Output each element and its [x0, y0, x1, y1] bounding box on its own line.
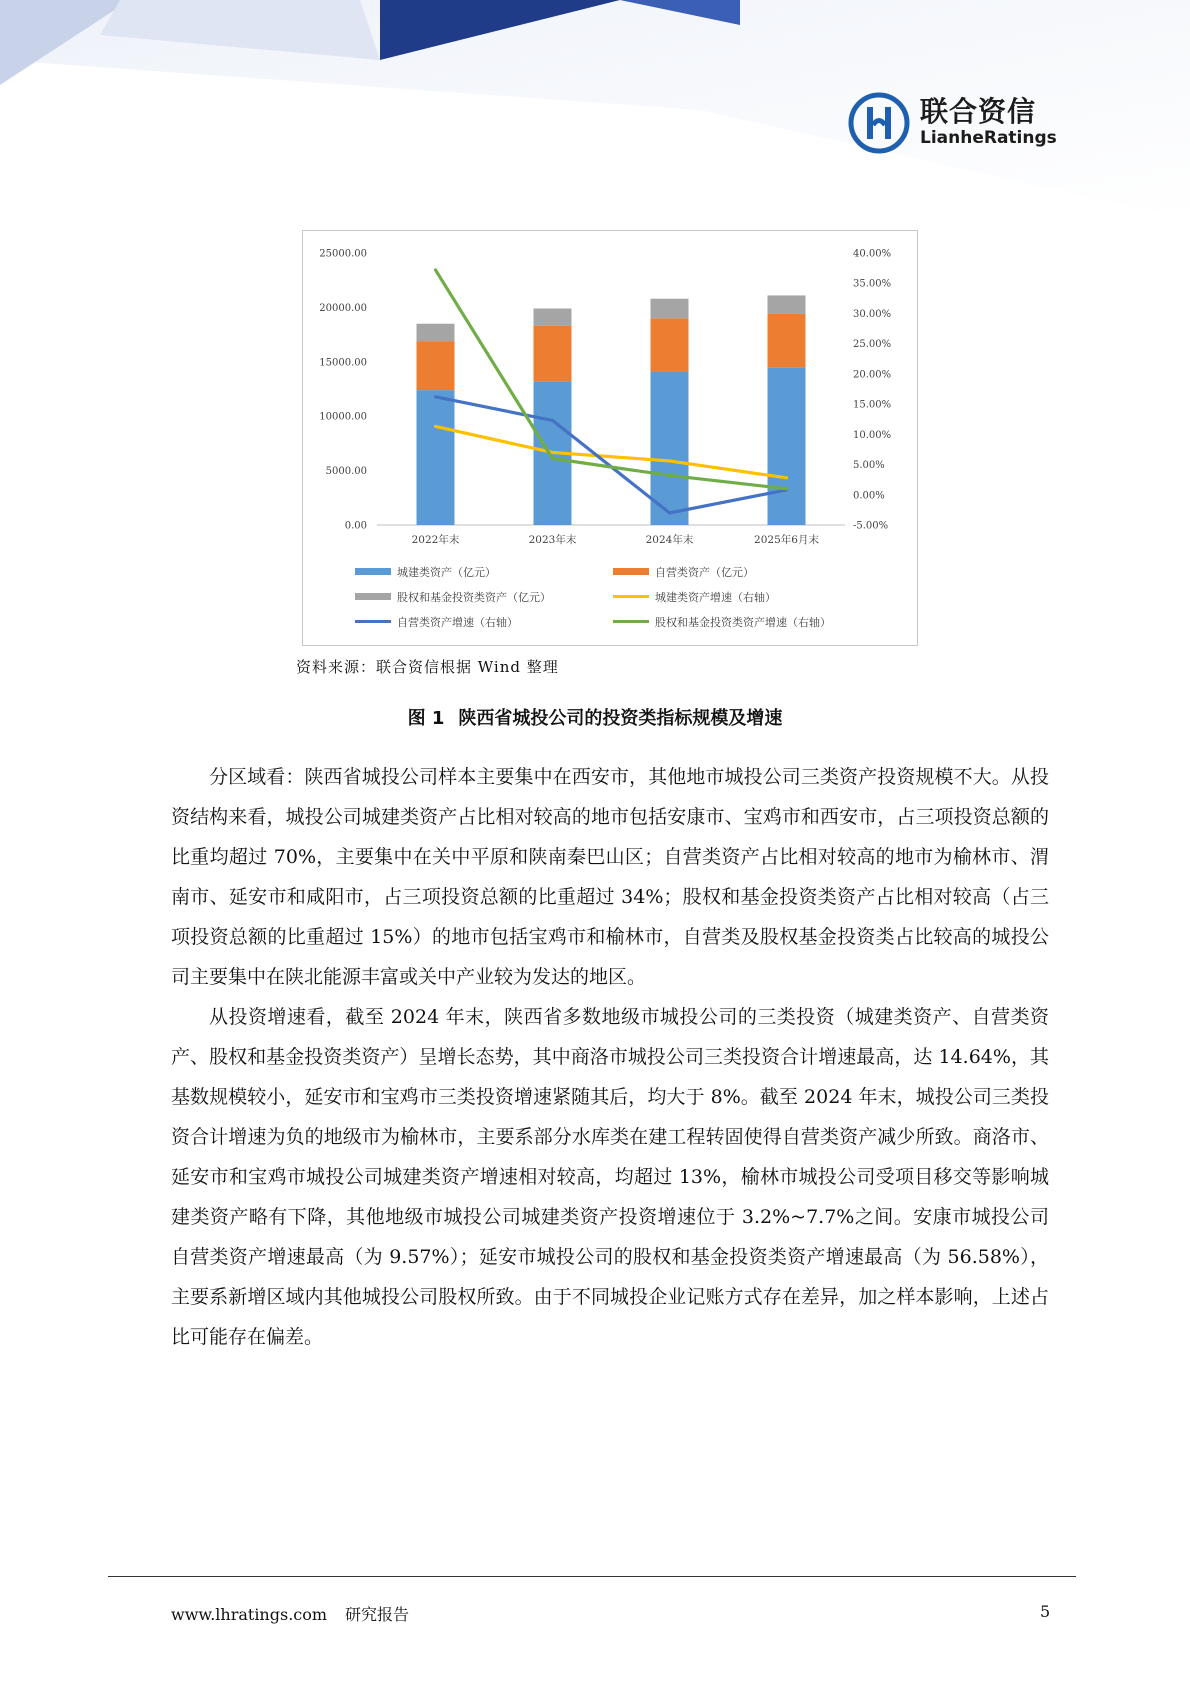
self-operated-bar [534, 326, 572, 381]
legend-label: 自营类资产（亿元） [655, 566, 754, 579]
chart-container [302, 230, 918, 646]
investment-chart [303, 231, 917, 645]
self-operated-growth-line [436, 397, 787, 513]
x-axis-tick: 2024年末 [645, 534, 694, 546]
legend-label: 城建类资产（亿元） [397, 566, 496, 579]
right-axis-tick: 25.00% [853, 339, 892, 351]
x-axis-tick: 2022年末 [411, 534, 460, 546]
self-operated-bar [417, 341, 455, 390]
self-operated-bar [768, 314, 806, 367]
left-axis-tick: 20000.00 [319, 302, 367, 314]
right-axis-tick: 0.00% [853, 490, 885, 502]
construction-bar [417, 390, 455, 525]
right-axis-tick: 5.00% [853, 460, 885, 472]
page-number: 5 [1040, 1602, 1051, 1621]
legend-label: 股权和基金投资类资产（亿元） [397, 591, 551, 604]
equity-bar [768, 295, 806, 313]
equity-bar [534, 308, 572, 325]
left-axis-tick: 15000.00 [319, 357, 367, 369]
legend-swatch [613, 568, 649, 575]
equity-bar [417, 324, 455, 341]
right-axis-tick: 30.00% [853, 308, 892, 320]
figure-number: 图 1 [407, 708, 445, 729]
footer-label: 研究报告 [345, 1605, 410, 1624]
footer-left [171, 1602, 409, 1625]
right-axis-tick: 15.00% [853, 399, 892, 411]
body-text [171, 757, 1049, 1357]
brand-logo-icon [848, 92, 910, 154]
right-axis-tick: -5.00% [853, 520, 889, 532]
footer-website[interactable]: www.lhratings.com [171, 1605, 328, 1624]
construction-bar [768, 367, 806, 525]
equity-bar [651, 299, 689, 319]
legend-label: 城建类资产增速（右轴） [655, 591, 776, 604]
brand-logo [848, 88, 1068, 158]
legend-swatch [355, 568, 391, 575]
right-axis-tick: 35.00% [853, 278, 892, 290]
source-note: 资料来源：联合资信根据 Wind 整理 [296, 658, 559, 676]
construction-growth-line [436, 426, 787, 477]
self-operated-bar [651, 318, 689, 371]
left-axis-tick: 25000.00 [319, 248, 367, 260]
brand-name-en: LianheRatings [920, 128, 1057, 148]
brand-name-cn: 联合资信 [920, 95, 1037, 128]
left-axis-tick: 10000.00 [319, 411, 367, 423]
x-axis-tick: 2025年6月末 [754, 534, 819, 546]
right-axis-tick: 10.00% [853, 429, 892, 441]
paragraph: 从投资增速看，截至 2024 年末，陕西省多数地级市城投公司的三类投资（城建类资产、自营类资产、股权和基金投资类资产）呈增长态势，其中商洛市城投公司三类投资合计增速最高，达 14.64%，其基数规模较小，延安市和宝鸡市三类投资增速紧随其后，均大于 8%。截至 2024 年末，城投公司三类投资合计增速为负的地级市为榆林市，主要系部分水库类在建工程转固使得自营类资产减少所致。商洛市、延安市和宝鸡市城投公司城建类资产增速相对较高，均超过 13%，榆林市城投公司受项目移交等影响城建类资产略有下降，其他地级市城投公司城建类资产投资增速位于 3.2%~7.7%之间。安康市城投公司自营类资产增速最高（为 9.57%）；延安市城投公司的股权和基金投资类资产增速最高（为 56.58%），主要系新增区域内其他城投公司股权所致。由于不同城投企业记账方式存在差异，加之样本影响，上述占比可能存在偏差。 [171, 1006, 1049, 1348]
legend-label: 自营类资产增速（右轴） [397, 616, 518, 629]
right-axis-tick: 40.00% [853, 248, 892, 260]
figure-caption [0, 704, 1190, 730]
left-axis-tick: 5000.00 [325, 466, 367, 478]
x-axis-tick: 2023年末 [528, 534, 577, 546]
legend-label: 股权和基金投资类资产增速（右轴） [655, 616, 831, 629]
paragraph: 分区域看：陕西省城投公司样本主要集中在西安市，其他地市城投公司三类资产投资规模不大。从投资结构来看，城投公司城建类资产占比相对较高的地市包括安康市、宝鸡市和西安市，占三项投资总额的比重均超过 70%，主要集中在关中平原和陕南秦巴山区；自营类资产占比相对较高的地市为榆林市、渭南市、延安市和咸阳市，占三项投资总额的比重超过 34%；股权和基金投资类资产占比相对较高（占三项投资总额的比重超过 15%）的地市包括宝鸡市和榆林市，自营类及股权基金投资类占比较高的城投公司主要集中在陕北能源丰富或关中产业较为发达的地区。 [171, 766, 1049, 988]
footer-divider [108, 1576, 1076, 1577]
left-axis-tick: 0.00 [344, 520, 367, 532]
right-axis-tick: 20.00% [853, 369, 892, 381]
legend-swatch [355, 593, 391, 600]
figure-title: 陕西省城投公司的投资类指标规模及增速 [458, 708, 783, 729]
